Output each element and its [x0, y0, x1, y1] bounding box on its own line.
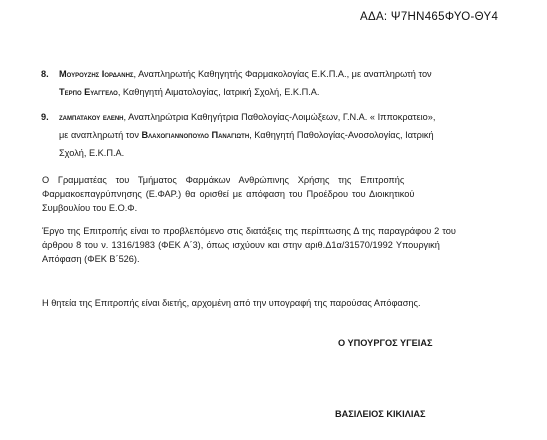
signature-name: ΒΑΣΙΛΕΙΟΣ ΚΙΚΙΛΙΑΣ [335, 409, 426, 419]
term-paragraph [42, 296, 510, 310]
member-number: 9. [41, 112, 49, 122]
paragraph-line: Η θητεία της Επιτροπής είναι διετής, αρχομένη από την υπογραφή της παρούσας Απόφασης. [42, 298, 421, 308]
member-item-8 [41, 65, 511, 101]
substitute-name: Τερπο Ευαγγελο [59, 87, 118, 97]
member-line-3: Σχολή, Ε.Κ.Π.Α. [59, 148, 125, 158]
paragraph-line: Έργο της Επιτροπής είναι το προβλεπόμενο στις διατάξεις της περίπτωσης Δ της παραγράφου 2 του [42, 226, 456, 236]
member-line2-text: , Καθηγητή Παθολογίας-Ανοσολογίας, Ιατρική [249, 130, 434, 140]
substitute-name: Βλαχογιαννοπουλο Παναγιωτη [141, 130, 250, 140]
signature-title: Ο ΥΠΟΥΡΓΟΣ ΥΓΕΙΑΣ [338, 338, 433, 348]
ada-code: ΑΔΑ: Ψ7ΗΝ465ΦΥΟ-ΘΥ4 [360, 11, 499, 23]
work-paragraph [42, 224, 510, 266]
member-line2-pre: με αναπληρωτή τον [59, 130, 142, 140]
member-line-1 [59, 65, 511, 83]
paragraph-line: Απόφαση (ΦΕΚ Β΄526). [42, 254, 140, 264]
paragraph-line: άρθρου 8 του ν. 1316/1983 (ΦΕΚ Α΄3), όπως ισχύουν και στην αριθ.Δ1α/31570/1992 Υπουργική [42, 240, 440, 250]
member-item-9 [41, 108, 511, 162]
member-line-2 [59, 83, 511, 101]
member-number: 8. [41, 69, 49, 79]
member-line-2 [59, 126, 511, 144]
member-line-1 [59, 108, 511, 126]
secretary-paragraph [42, 173, 510, 215]
member-name: ζαμπατακου ελενη [59, 112, 124, 122]
member-line1-text: , Αναπληρώτρια Καθηγήτρια Παθολογίας-Λοιμώξεων, Γ.Ν.Α. « Ιπποκρατειο», [123, 112, 436, 122]
paragraph-line: Ο Γραμματέας του Τμήματος Φαρμάκων Ανθρώπινης Χρήσης της Επιτροπής [42, 175, 405, 185]
member-name: Μουρουζης Ιορδανης [59, 69, 134, 79]
member-line1-text: , Αναπληρωτής Καθηγητής Φαρμακολογίας Ε.Κ.Π.Α., με αναπληρωτή τον [133, 69, 432, 79]
paragraph-line: Φαρμακοεπαγρύπνησης (Ε.ΦΑΡ.) θα ορισθεί με απόφαση του Προέδρου του Διοικητικού [42, 189, 415, 199]
member-line2-text: , Καθηγητή Αιματολογίας, Ιατρική Σχολή, Ε.Κ.Π.Α. [117, 87, 320, 97]
paragraph-line: Συμβουλίου του Ε.Ο.Φ. [42, 203, 138, 213]
